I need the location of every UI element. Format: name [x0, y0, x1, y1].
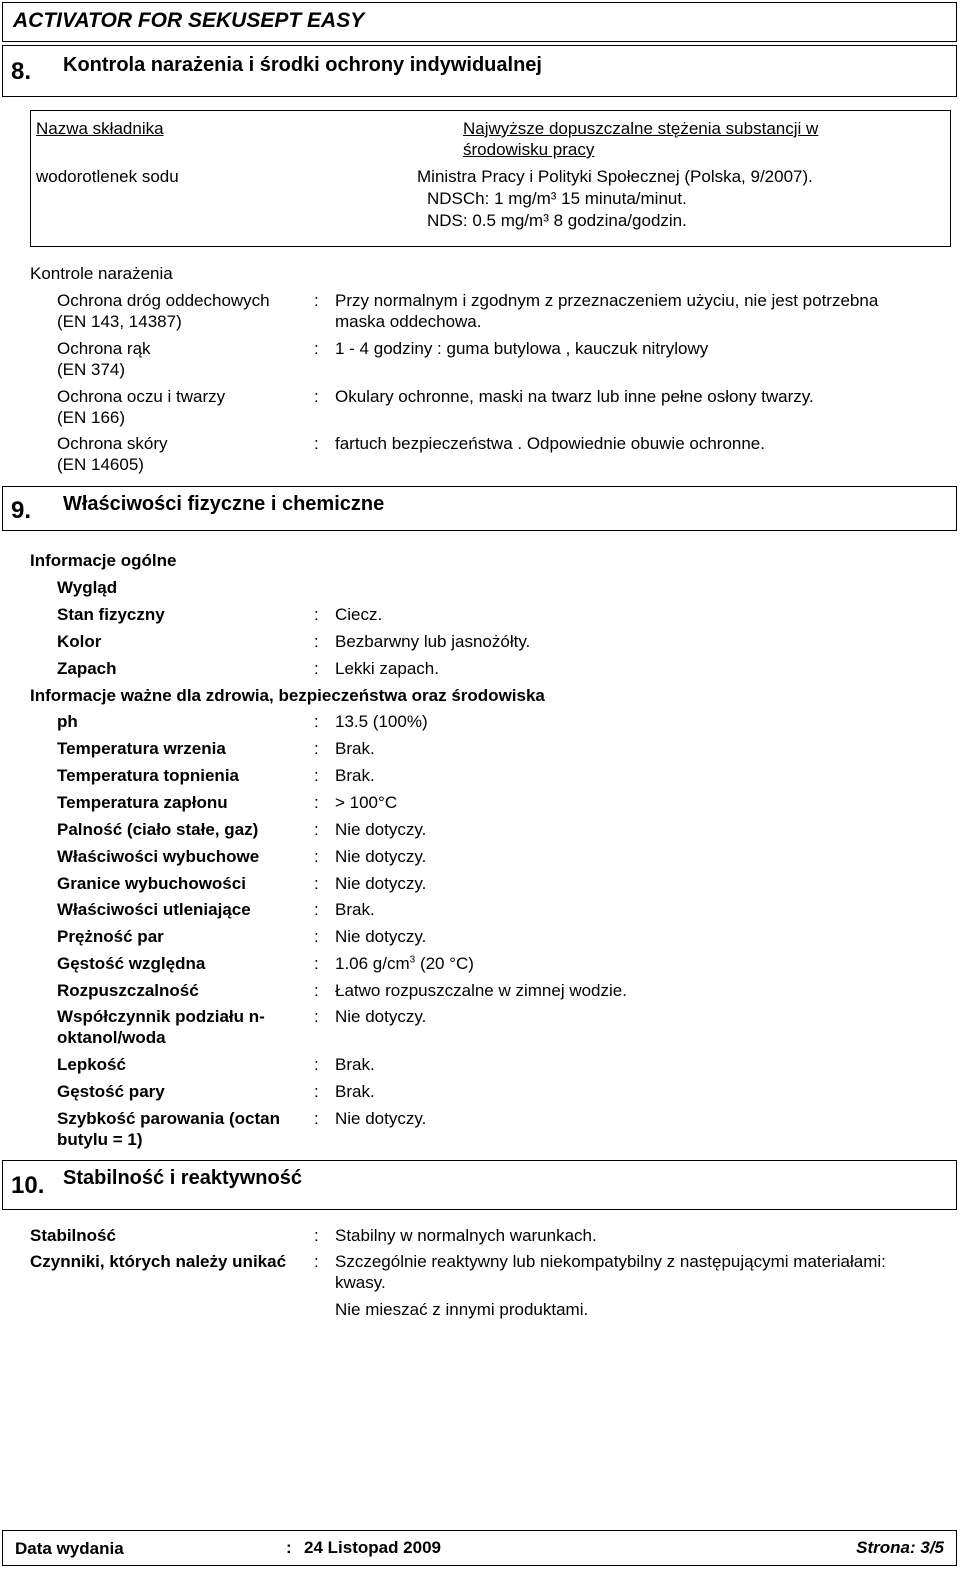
exposure-limits-table [30, 110, 951, 247]
property-label: Szybkość parowania (octan [57, 1109, 280, 1128]
property-label: Gęstość pary [57, 1082, 165, 1101]
property-label: Gęstość względna [57, 954, 206, 973]
property-value: Nie dotyczy. [335, 820, 427, 839]
density-condition: (20 °C) [415, 954, 474, 973]
property-label: Prężność par [57, 927, 164, 946]
ndsch-value: NDSCh: 1 mg/m³ 15 minuta/minut. [427, 189, 687, 208]
colon-separator: : [314, 874, 319, 893]
property-value: Łatwo rozpuszczalne w zimnej wodzie. [335, 981, 627, 1000]
property-label: Właściwości utleniające [57, 900, 251, 919]
section-number: 9. [11, 497, 32, 524]
property-value: Brak. [335, 1082, 375, 1101]
control-standard: (EN 14605) [57, 455, 144, 474]
density-exponent: 3 [409, 954, 416, 966]
colon-separator: : [314, 1007, 319, 1026]
colon-separator: : [314, 434, 319, 453]
colon-separator: : [314, 820, 319, 839]
colon-separator: : [314, 291, 319, 310]
colon-separator: : [314, 1252, 319, 1271]
property-label: ph [57, 712, 78, 731]
property-label: Temperatura topnienia [57, 766, 239, 785]
colon-separator: : [314, 847, 319, 866]
conditions-to-avoid-value-cont: kwasy. [335, 1273, 386, 1292]
physical-state-value: Ciecz. [335, 605, 383, 624]
section-9-heading [2, 486, 957, 531]
exposure-controls-title: Kontrole narażenia [30, 264, 173, 283]
color-value: Bezbarwny lub jasnożółty. [335, 632, 531, 651]
colon-separator: : [314, 605, 319, 624]
control-standard: (EN 374) [57, 360, 126, 379]
section-title: Właściwości fizyczne i chemiczne [63, 493, 385, 515]
property-label-cont: butylu = 1) [57, 1130, 143, 1149]
section-title: Kontrola narażenia i środki ochrony indywidualnej [63, 54, 542, 76]
colon-separator: : [314, 1226, 319, 1245]
control-label: Ochrona rąk [57, 339, 151, 358]
control-value: fartuch bezpieczeństwa . Odpowiednie obuwie ochronne. [335, 434, 765, 453]
property-label: Granice wybuchowości [57, 874, 246, 893]
conditions-to-avoid-value: Szczególnie reaktywny lub niekompatybilny z następującymi materiałami: [335, 1252, 886, 1271]
control-label: Ochrona oczu i twarzy [57, 387, 226, 406]
product-title: ACTIVATOR FOR SEKUSEPT EASY [13, 9, 365, 32]
control-value: Okulary ochronne, maski na twarz lub inne pełne osłony twarzy. [335, 387, 814, 406]
colon-separator: : [314, 1082, 319, 1101]
property-value: Nie dotyczy. [335, 1109, 427, 1128]
colon-separator: : [314, 954, 319, 973]
odor-value: Lekki zapach. [335, 659, 439, 678]
colon-separator: : [314, 339, 319, 358]
control-value: 1 - 4 godziny : guma butylowa , kauczuk nitrylowy [335, 339, 709, 358]
control-value-cont: maska oddechowa. [335, 312, 482, 331]
general-info-heading: Informacje ogólne [30, 551, 177, 570]
property-value: > 100°C [335, 793, 398, 812]
issue-date-value: 24 Listopad 2009 [304, 1538, 442, 1557]
colon-separator: : [314, 659, 319, 678]
colon-separator: : [314, 712, 319, 731]
property-label-cont: oktanol/woda [57, 1028, 166, 1047]
nds-value: NDS: 0.5 mg/m³ 8 godzina/godzin. [427, 211, 687, 230]
colon-separator: : [314, 739, 319, 758]
important-info-heading: Informacje ważne dla zdrowia, bezpieczeństwa oraz środowiska [30, 686, 545, 705]
document-header [2, 2, 957, 42]
property-value: Brak. [335, 1055, 375, 1074]
colon-separator: : [314, 793, 319, 812]
appearance-heading: Wygląd [57, 578, 118, 597]
property-label: Rozpuszczalność [57, 981, 199, 1000]
colon-separator: : [314, 900, 319, 919]
colon-separator: : [314, 387, 319, 406]
do-not-mix-note: Nie mieszać z innymi produktami. [335, 1300, 589, 1319]
section-10-heading [2, 1160, 957, 1210]
colon-separator: : [314, 1055, 319, 1074]
property-value: Nie dotyczy. [335, 927, 427, 946]
density-number: 1.06 g/cm [335, 954, 410, 973]
property-label: Temperatura zapłonu [57, 793, 228, 812]
control-value: Przy normalnym i zgodnym z przeznaczeniem użyciu, nie jest potrzebna [335, 291, 879, 310]
colon-separator: : [314, 927, 319, 946]
physical-state-label: Stan fizyczny [57, 605, 165, 624]
property-value: Brak. [335, 766, 375, 785]
property-label: Lepkość [57, 1055, 126, 1074]
colon-separator: : [314, 1109, 319, 1128]
property-label: Właściwości wybuchowe [57, 847, 260, 866]
property-label: Palność (ciało stałe, gaz) [57, 820, 259, 839]
page-number: Strona: 3/5 [856, 1538, 944, 1557]
control-label: Ochrona skóry [57, 434, 168, 453]
limits-header-line1: Najwyższe dopuszczalne stężenia substancji w [463, 119, 819, 138]
section-number: 10. [11, 1172, 45, 1199]
section-number: 8. [11, 58, 32, 85]
property-value: Nie dotyczy. [335, 874, 427, 893]
control-label: Ochrona dróg oddechowych [57, 291, 270, 310]
property-value: Nie dotyczy. [335, 847, 427, 866]
colon-separator: : [314, 766, 319, 785]
stability-label: Stabilność [30, 1226, 116, 1245]
color-label: Kolor [57, 632, 102, 651]
section-8-heading [2, 45, 957, 97]
component-name-header: Nazwa składnika [36, 119, 164, 138]
property-label: Współczynnik podziału n- [57, 1007, 265, 1026]
component-name: wodorotlenek sodu [36, 167, 179, 186]
issue-date-label: Data wydania [15, 1539, 124, 1558]
property-label: Temperatura wrzenia [57, 739, 226, 758]
stability-value: Stabilny w normalnych warunkach. [335, 1226, 597, 1245]
property-value: Nie dotyczy. [335, 1007, 427, 1026]
conditions-to-avoid-label: Czynniki, których należy unikać [30, 1252, 287, 1271]
control-standard: (EN 166) [57, 408, 126, 427]
limits-header-line2: środowisku pracy [463, 140, 595, 159]
regulation-reference: Ministra Pracy i Polityki Społecznej (Polska, 9/2007). [417, 167, 813, 186]
property-value: Brak. [335, 900, 375, 919]
section-title: Stabilność i reaktywność [63, 1167, 302, 1189]
property-value [335, 953, 955, 974]
colon-separator: : [314, 632, 319, 651]
property-value: 13.5 (100%) [335, 712, 428, 731]
page-footer [2, 1530, 957, 1566]
odor-label: Zapach [57, 659, 117, 678]
property-value: Brak. [335, 739, 375, 758]
control-standard: (EN 143, 14387) [57, 312, 182, 331]
colon-separator: : [286, 1538, 292, 1557]
colon-separator: : [314, 981, 319, 1000]
